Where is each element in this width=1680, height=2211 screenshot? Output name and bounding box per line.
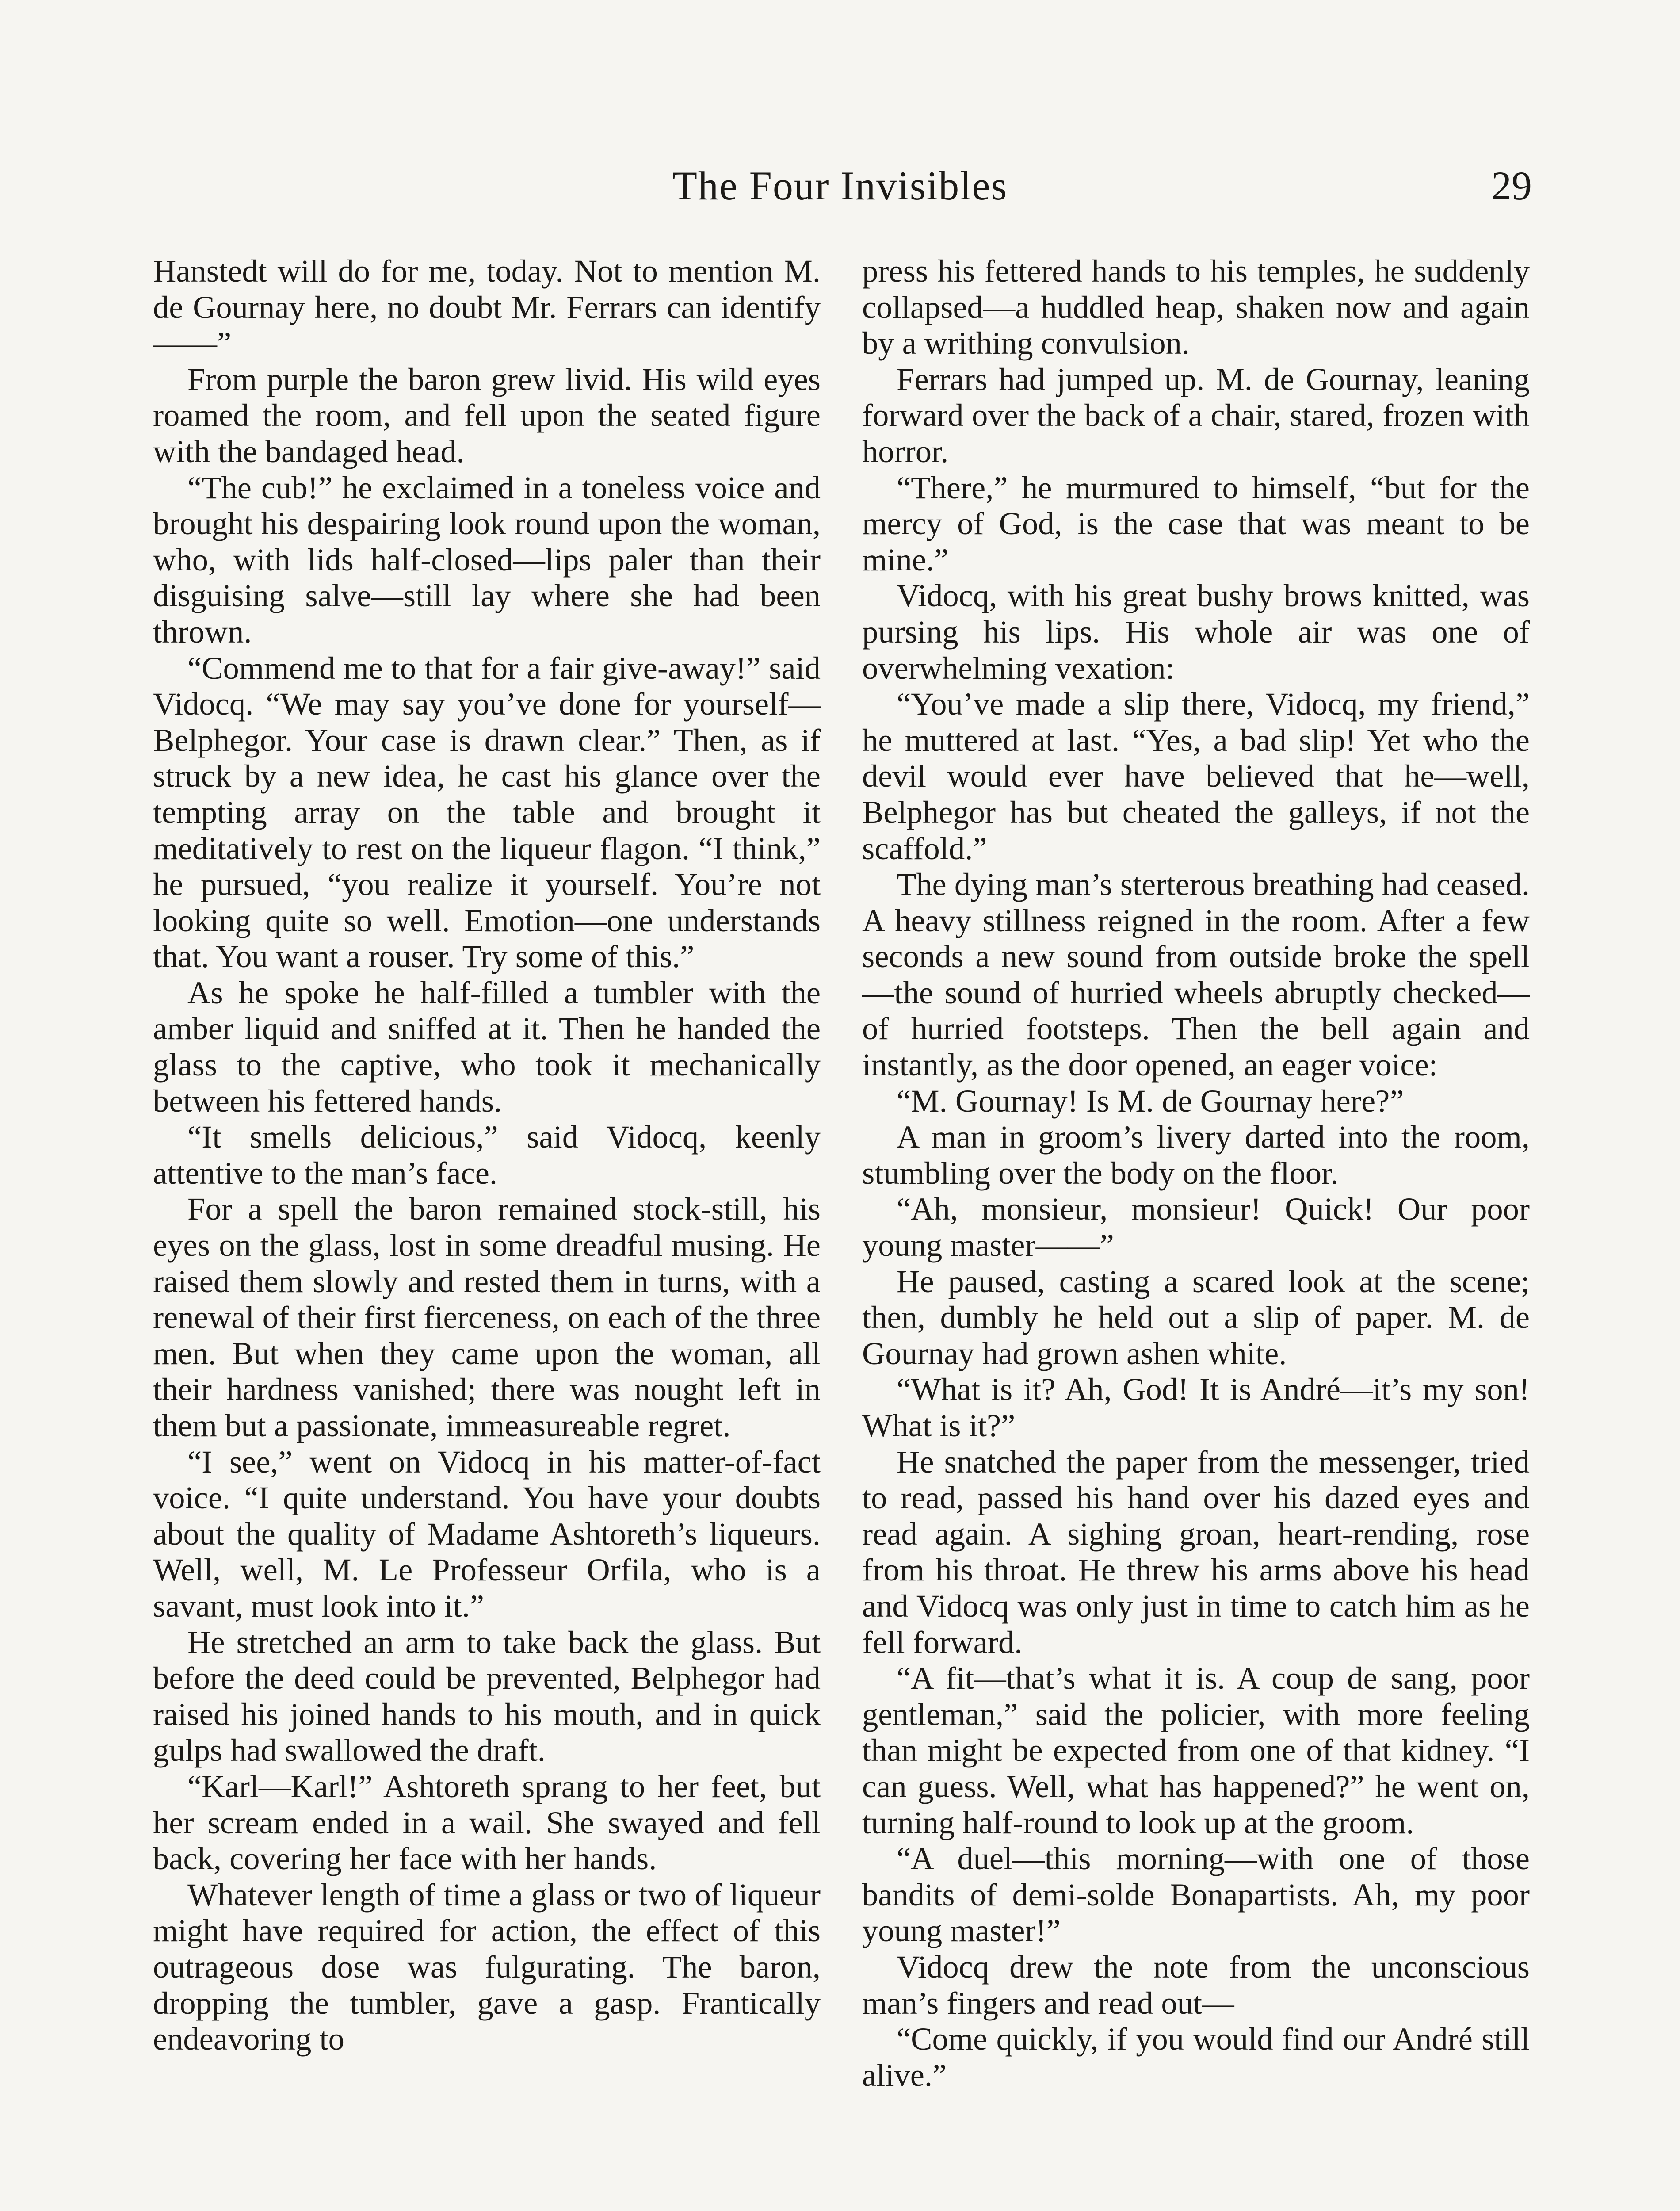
- paragraph: The dying man’s sterterous breathing had ceased. A heavy stillness reigned in the room. After a few seconds a new sound from outside broke the spell—the sound of hurried wheels abruptly checked—of hurried footsteps. Then the bell again and instantly, as the door opened, an eager voice:: [862, 866, 1530, 1083]
- paragraph: He paused, casting a scared look at the scene; then, dumbly he held out a slip of paper. M. de Gournay had grown ashen white.: [862, 1263, 1530, 1371]
- paragraph: He stretched an arm to take back the glass. But before the deed could be prevented, Belphegor had raised his joined hands to his mouth, and in quick gulps had swallowed the draft.: [153, 1624, 821, 1768]
- paragraph: From purple the baron grew livid. His wild eyes roamed the room, and fell upon the seated figure with the bandaged head.: [153, 361, 821, 469]
- paragraph: For a spell the baron remained stock-still, his eyes on the glass, lost in some dreadful musing. He raised them slowly and rested them in turns, with a renewal of their first fierceness, on each of the three men. But when they came upon the woman, all their hardness vanished; there was nought left in them but a passionate, immeasureable regret.: [153, 1191, 821, 1443]
- paragraph: He snatched the paper from the messenger, tried to read, passed his hand over his dazed eyes and read again. A sighing groan, heart-rending, rose from his throat. He threw his arms above his head and Vidocq was only just in time to catch him as he fell forward.: [862, 1443, 1530, 1660]
- text-column-left: [153, 253, 821, 2211]
- running-title: The Four Invisibles: [672, 163, 1008, 208]
- paragraph: “Ah, monsieur, monsieur! Quick! Our poor young master——”: [862, 1191, 1530, 1263]
- paragraph: “I see,” went on Vidocq in his matter-of-fact voice. “I quite understand. You have your doubts about the quality of Madame Ashtoreth’s liqueurs. Well, well, M. Le Professeur Orfila, who is a savant, must look into it.”: [153, 1443, 821, 1624]
- paragraph: “Karl—Karl!” Ashtoreth sprang to her feet, but her scream ended in a wail. She swayed and fell back, covering her face with her hands.: [153, 1768, 821, 1877]
- paragraph: “What is it? Ah, God! It is André—it’s my son! What is it?”: [862, 1371, 1530, 1443]
- paragraph: As he spoke he half-filled a tumbler with the amber liquid and sniffed at it. Then he handed the glass to the captive, who took it mechanically between his fettered hands.: [153, 974, 821, 1119]
- paragraph: “It smells delicious,” said Vidocq, keenly attentive to the man’s face.: [153, 1119, 821, 1191]
- page-number: 29: [1491, 163, 1532, 208]
- paragraph: “M. Gournay! Is M. de Gournay here?”: [897, 1083, 1404, 1119]
- paragraph: A man in groom’s livery darted into the room, stumbling over the body on the floor.: [862, 1119, 1530, 1191]
- paragraph: “Come quickly, if you would find our André still alive.”: [862, 2021, 1530, 2093]
- paragraph: Hanstedt will do for me, today. Not to mention M. de Gournay here, no doubt Mr. Ferrars can identify——”: [153, 253, 821, 361]
- paragraph: “You’ve made a slip there, Vidocq, my friend,” he muttered at last. “Yes, a bad slip! Yet who the devil would ever have believed that he—well, Belphegor has but cheated the galleys, if not the scaffold.”: [862, 686, 1530, 866]
- paragraph: Whatever length of time a glass or two of liqueur might have required for action, the effect of this outrageous dose was fulgurating. The baron, dropping the tumbler, gave a gasp. Frantically endeavoring to: [153, 1876, 821, 2057]
- text-column-right: [862, 253, 1530, 2211]
- paragraph: press his fettered hands to his temples, he suddenly collapsed—a huddled heap, shaken now and again by a writhing convulsion.: [862, 253, 1530, 361]
- paragraph: “Commend me to that for a fair give-away!” said Vidocq. “We may say you’ve done for yourself—Belphegor. Your case is drawn clear.” Then, as if struck by a new idea, he cast his glance over the tempting array on the table and brought it meditatively to rest on the liqueur flagon. “I think,” he pursued, “you realize it yourself. You’re not looking quite so well. Emotion—one understands that. You want a rouser. Try some of this.”: [153, 650, 821, 975]
- running-head: [0, 159, 1680, 212]
- paragraph: “A fit—that’s what it is. A coup de sang, poor gentleman,” said the policier, with more feeling than might be expected from one of that kidney. “I can guess. Well, what has happened?” he went on, turning half-round to look up at the groom.: [862, 1660, 1530, 1840]
- paragraph: “The cub!” he exclaimed in a toneless voice and brought his despairing look round upon the woman, who, with lids half-closed—lips paler than their disguising salve—still lay where she had been thrown.: [153, 469, 821, 650]
- paragraph: “A duel—this morning—with one of those bandits of demi-solde Bonapartists. Ah, my poor young master!”: [862, 1840, 1530, 1949]
- paragraph: Ferrars had jumped up. M. de Gournay, leaning forward over the back of a chair, stared, frozen with horror.: [862, 361, 1530, 469]
- paragraph: “There,” he murmured to himself, “but for the mercy of God, is the case that was meant to be mine.”: [862, 469, 1530, 578]
- paragraph: Vidocq drew the note from the unconscious man’s fingers and read out—: [862, 1948, 1530, 2021]
- paragraph: Vidocq, with his great bushy brows knitted, was pursing his lips. His whole air was one of overwhelming vexation:: [862, 578, 1530, 686]
